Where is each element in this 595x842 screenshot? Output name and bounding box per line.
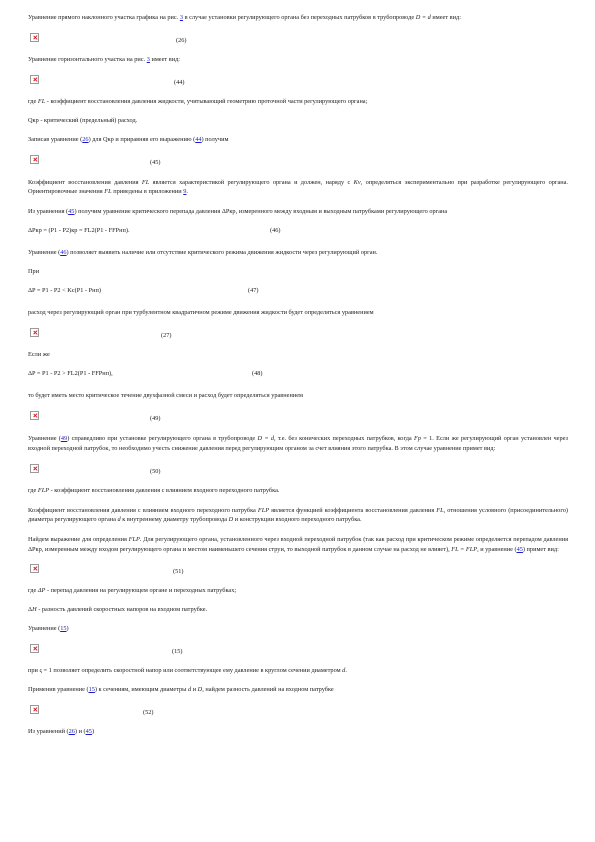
italic-symbol: FLP — [128, 536, 140, 544]
text-run: ) — [66, 625, 69, 633]
equation-reference-link[interactable]: 45 — [516, 545, 523, 553]
text-run: Найдем выражение для определения — [28, 536, 129, 544]
italic-symbol: d — [117, 516, 121, 524]
paragraph — [28, 207, 568, 216]
text-run: Коэффициент восстановления давления — [28, 179, 142, 186]
text-run: в случае установки регулирующего органа без переходных патрубков в трубопроводе — [183, 14, 416, 21]
paragraph — [28, 487, 568, 496]
paragraph — [28, 506, 568, 525]
broken-image-icon — [30, 33, 39, 42]
text-run: ) получим — [201, 136, 229, 143]
equation-number: (47) — [248, 287, 259, 295]
equation-number: (46) — [270, 227, 281, 235]
text-run: является характеристикой регулирующего органа и должен, наряду с — [149, 179, 354, 186]
text-run: к внутреннему диаметру трубопровода — [120, 516, 229, 524]
italic-symbol: Fp — [414, 435, 422, 443]
equation-reference-link[interactable]: 44 — [195, 136, 202, 143]
italic-symbol: FL — [436, 506, 444, 514]
text-run: Уравнение прямого наклонного участка графика на рис. — [28, 14, 180, 21]
paragraph — [28, 14, 568, 23]
text-run: Если же — [28, 351, 50, 359]
text-run: расход через регулирующий орган при турбулентном квадратичном режиме движения жидкости будет определяться уравнением — [28, 309, 374, 317]
text-run: . Для регулирующего органа, установленного через входной переходной патрубок (так как расход при критическом режиме определяется перепадом давления ΔPкр, измеренным между входом регулирующего органа и местом наименьшего сечения струи, то выходной патрубок в данном случае на расход не влияет), — [28, 536, 568, 553]
broken-image-icon — [30, 155, 39, 164]
formula-text: ΔP = P1 - P2 > FL2(P1 - FFPнп), — [28, 370, 113, 378]
text-run: имеет вид: — [430, 14, 461, 21]
text-run: , определяться экспериментально при разработке регулирующего органа. Ориентировочные значения — [28, 179, 568, 196]
broken-image-icon — [30, 328, 39, 337]
italic-symbol: D = d — [415, 14, 431, 21]
text-run: . — [186, 188, 188, 196]
text-run: где — [28, 98, 38, 105]
text-run: - коэффициент восстановления давления жидкости, учитывающий геометрию проточной части регулирующего органа; — [45, 98, 368, 105]
text-run: Применив уравнение ( — [28, 686, 89, 694]
broken-image-icon — [30, 644, 39, 653]
equation-reference-link[interactable]: 3 — [146, 56, 150, 63]
equation-block — [28, 75, 568, 89]
inline-formula-line — [28, 370, 568, 382]
italic-symbol: D — [197, 686, 203, 694]
broken-image-icon — [30, 464, 39, 473]
inline-formula-line — [28, 287, 568, 299]
equation-number: (45) — [150, 159, 161, 166]
text-run: ) к сечениям, имеющим диаметры — [94, 686, 188, 694]
equation-number: (26) — [176, 37, 187, 44]
paragraph — [28, 98, 568, 107]
equation-block — [28, 705, 568, 719]
paragraph — [28, 136, 568, 145]
italic-symbol: D — [228, 516, 234, 524]
paragraph — [28, 686, 568, 695]
equation-block — [28, 155, 568, 169]
paragraph — [28, 392, 568, 401]
text-run: Уравнение ( — [28, 435, 61, 443]
equation-reference-link[interactable]: 15 — [60, 625, 67, 633]
italic-symbol: d — [187, 686, 192, 694]
italic-symbol: FL — [37, 98, 46, 105]
equation-block — [28, 564, 568, 578]
text-run: , т.е. без конических переходных патрубков, когда — [274, 435, 415, 443]
equation-block — [28, 328, 568, 342]
equation-reference-link[interactable]: 15 — [88, 686, 95, 694]
equation-number: (49) — [150, 415, 161, 423]
text-run: Уравнение ( — [28, 249, 61, 257]
text-run: . — [345, 667, 347, 675]
text-run: Из уравнений ( — [28, 728, 69, 736]
paragraph — [28, 351, 568, 360]
equation-number: (15) — [172, 648, 183, 656]
italic-symbol: FLP — [37, 486, 50, 494]
broken-image-icon — [30, 411, 39, 420]
equation-reference-link[interactable]: 45 — [68, 208, 75, 216]
broken-image-icon — [30, 705, 39, 714]
text-run: то будет иметь место критическое течение двухфазной смеси и расход будет определяться уравнением — [28, 392, 303, 400]
text-run: имеет вид: — [149, 56, 181, 63]
paragraph — [28, 178, 568, 197]
equation-block — [28, 33, 568, 47]
text-run: является функцией коэффициента восстановления давления — [269, 506, 437, 514]
text-run: , найдем разность давлений на входном патрубке — [202, 686, 334, 694]
paragraph — [28, 625, 568, 634]
broken-image-icon — [30, 564, 39, 573]
equation-number: (50) — [150, 467, 161, 475]
equation-reference-link[interactable]: 3 — [179, 14, 183, 21]
formula-text: ΔP = P1 - P2 < Kс(P1 - Pнп) — [28, 287, 101, 295]
italic-symbol: FL — [141, 179, 150, 186]
text-run: Δ — [28, 606, 33, 614]
text-run: при ς = 1 позволяет определить скоростной напор или соответствующее ему давление в круглом сечении диаметром — [28, 667, 343, 675]
italic-symbol: d — [342, 667, 346, 675]
equation-number: (52) — [143, 709, 154, 717]
text-run: - коэффициент восстановления давления с влиянием входного переходного патрубка. — [49, 486, 280, 494]
text-run: Из уравнения ( — [28, 208, 69, 216]
paragraph — [28, 56, 568, 65]
text-run: ) получим уравнение критического перепада давления ΔPкр, измеренного между входным и выходным патрубками регулирующего органа — [74, 208, 448, 216]
broken-image-icon — [30, 75, 39, 84]
equation-number: (27) — [161, 332, 172, 340]
equation-block — [28, 644, 568, 658]
text-run: приведены в приложении — [111, 188, 184, 196]
paragraph — [28, 249, 568, 258]
text-run: , и уравнение ( — [477, 545, 517, 553]
italic-symbol: D = d — [257, 435, 275, 443]
paragraph — [28, 587, 568, 596]
equation-reference-link[interactable]: 49 — [60, 435, 68, 443]
italic-symbol: FLP — [257, 506, 270, 514]
text-run: ) примет вид: — [522, 545, 559, 553]
paragraph — [28, 434, 568, 453]
paragraph — [28, 728, 568, 737]
equation-block — [28, 411, 568, 425]
text-run: ) позволяет выявить наличие или отсутствие критического режима движения жидкости через регулирующий орган. — [66, 249, 378, 257]
paragraph — [28, 309, 568, 318]
equation-number: (51) — [173, 568, 184, 576]
text-run: ) для Qкр и приравняв его выражению ( — [88, 136, 196, 143]
equation-block — [28, 464, 568, 478]
equation-number: (44) — [174, 79, 185, 86]
text-run: При — [28, 268, 40, 276]
paragraph — [28, 117, 568, 126]
paragraph — [28, 535, 568, 554]
text-run: где — [28, 486, 38, 494]
equation-reference-link[interactable]: 9 — [183, 188, 187, 196]
text-run: ) — [91, 728, 95, 736]
text-run: - перепад давления на регулирующем органе и переходных патрубках; — [45, 587, 237, 595]
text-run: Коэффициент восстановления давления с влиянием входного переходного патрубка — [28, 506, 258, 514]
equation-reference-link[interactable]: 46 — [60, 249, 67, 257]
paragraph — [28, 606, 568, 615]
text-run: Записав уравнение ( — [28, 136, 83, 143]
text-run: где — [28, 587, 38, 595]
paragraph — [28, 667, 568, 676]
text-run: - разность давлений скоростных напоров на входном патрубке. — [36, 606, 208, 614]
italic-symbol: FL — [104, 188, 112, 196]
equation-reference-link[interactable]: 26 — [68, 728, 75, 736]
text-run: Уравнение горизонтального участка на рис. — [28, 56, 147, 63]
equation-reference-link[interactable]: 26 — [82, 136, 89, 143]
equation-reference-link[interactable]: 45 — [85, 728, 92, 736]
formula-text: ΔPкр = (P1 - P2)кр = FL2(P1 - FFPнп). — [28, 227, 130, 235]
inline-formula-line — [28, 227, 568, 239]
text-run: и конструкции входного переходного патрубка. — [233, 516, 362, 524]
equation-number: (48) — [252, 370, 263, 378]
text-run: ) справедливо при установке регулирующего органа в трубопроводе — [67, 435, 258, 443]
italic-symbol: Kv — [353, 179, 361, 186]
text-run: и — [191, 686, 198, 694]
text-run: ) и ( — [74, 728, 86, 736]
text-run: = 1. Если же регулирующий орган установлен через входной переходной патрубок, то необходимо учесть снижение давления перед регулирующим органом за счет влияния этого патрубка. В этом случае уравнение примет вид: — [28, 435, 568, 452]
italic-symbol: H — [32, 606, 37, 614]
text-run: Уравнение ( — [28, 625, 61, 633]
text-run: Qкр - критический (предельный) расход. — [28, 117, 138, 124]
paragraph — [28, 268, 568, 277]
italic-symbol: ΔP — [37, 587, 46, 595]
text-run: , отношения условного (присоединительного) диаметра регулирующего органа — [28, 506, 568, 524]
document-page — [28, 14, 568, 747]
italic-symbol: FL = FLP — [451, 545, 478, 553]
